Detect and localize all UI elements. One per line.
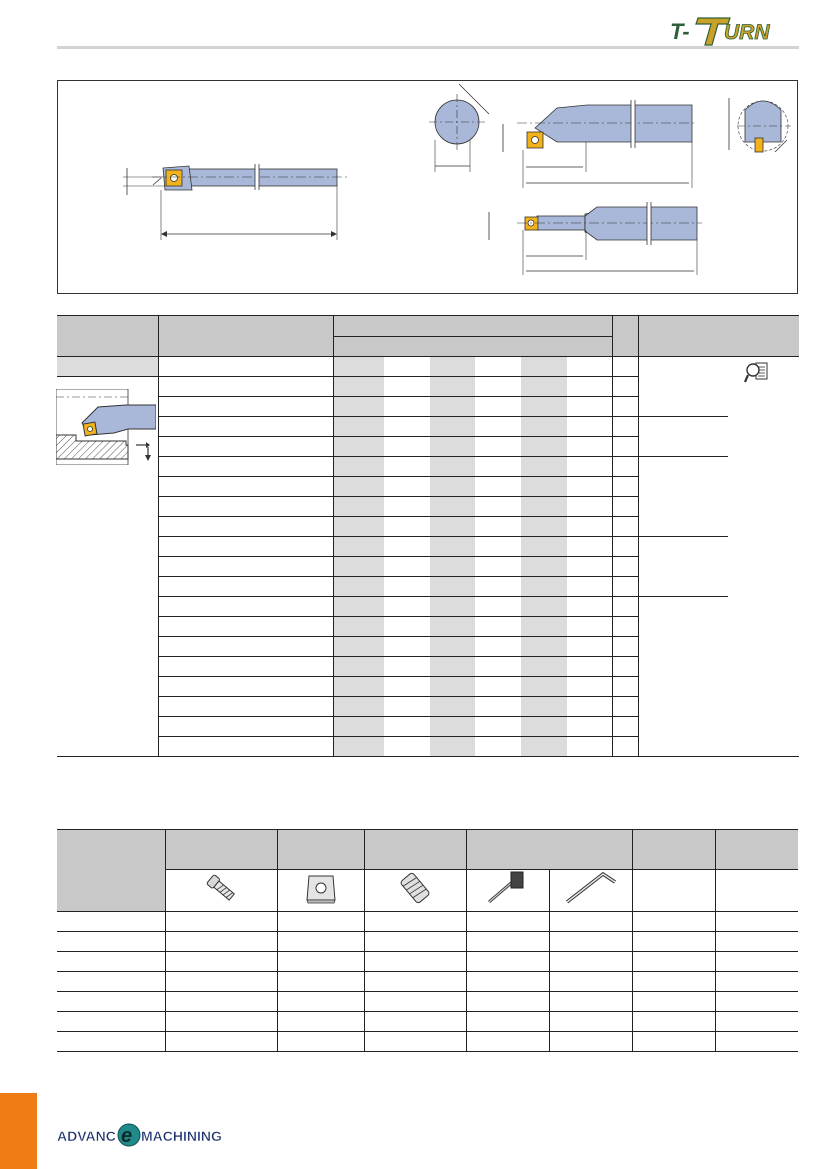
table-cell [549, 992, 632, 1012]
clamp-screw-icon [201, 870, 241, 906]
table-cell [430, 457, 475, 477]
end-view-flat [729, 98, 791, 152]
magnifier-document-icon[interactable] [744, 361, 770, 385]
parts-image-cell [466, 870, 549, 912]
table-cell [567, 697, 612, 717]
table-cell [466, 1032, 549, 1052]
table-cell [333, 677, 384, 697]
table-cell [475, 697, 521, 717]
table-cell [364, 972, 466, 992]
table-cell [549, 952, 632, 972]
table-cell [158, 377, 333, 397]
table-cell [475, 517, 521, 537]
table-cell [475, 477, 521, 497]
table-cell [475, 677, 521, 697]
table-cell [475, 497, 521, 517]
table-cell [567, 557, 612, 577]
table-cell [333, 617, 384, 637]
table-cell [612, 357, 638, 377]
table-cell [715, 932, 798, 952]
allen-key-icon [563, 870, 619, 906]
header-cell [715, 830, 798, 870]
table-cell [521, 437, 567, 457]
table-cell [158, 457, 333, 477]
table-cell [475, 377, 521, 397]
spec-icon-cell [728, 357, 799, 757]
table-cell [521, 597, 567, 617]
table-cell [612, 597, 638, 617]
table-cell [475, 597, 521, 617]
table-cell [475, 557, 521, 577]
table-cell [567, 517, 612, 537]
table-cell [638, 417, 728, 457]
table-cell [158, 597, 333, 617]
svg-text:e: e [121, 1125, 133, 1147]
table-cell [475, 437, 521, 457]
table-cell [638, 457, 728, 537]
table-cell [384, 357, 430, 377]
table-cell [333, 537, 384, 557]
table-cell [632, 870, 715, 912]
table-cell [632, 952, 715, 972]
table-cell [567, 397, 612, 417]
table-cell [638, 357, 728, 417]
svg-text:ADVANC: ADVANC [57, 1128, 116, 1144]
table-cell [158, 617, 333, 637]
table-cell [567, 437, 612, 457]
table-cell [158, 697, 333, 717]
spare-parts-table [57, 829, 798, 1052]
table-cell [57, 1032, 165, 1052]
svg-text:MACHINING: MACHINING [141, 1128, 222, 1144]
table-cell [466, 952, 549, 972]
table-cell [612, 677, 638, 697]
table-cell [430, 517, 475, 537]
table-cell [430, 577, 475, 597]
table-cell [612, 417, 638, 437]
table-cell [430, 657, 475, 677]
table-cell [384, 497, 430, 517]
table-cell [158, 657, 333, 677]
table-cell [567, 457, 612, 477]
table-cell [612, 377, 638, 397]
table-cell [632, 1012, 715, 1032]
table-cell [384, 637, 430, 657]
table-cell [521, 717, 567, 737]
table-cell [430, 497, 475, 517]
table-cell [158, 417, 333, 437]
table-cell [384, 617, 430, 637]
table-cell [158, 557, 333, 577]
parts-image-cell [364, 870, 466, 912]
table-cell [521, 537, 567, 557]
parts-image-cell [165, 870, 277, 912]
technical-drawing [57, 80, 798, 294]
table-cell [567, 537, 612, 557]
table-cell [521, 477, 567, 497]
table-cell [521, 617, 567, 637]
table-cell [567, 477, 612, 497]
header-cell [277, 830, 364, 870]
table-cell [521, 417, 567, 437]
table-cell [466, 932, 549, 952]
table-cell [158, 717, 333, 737]
table-cell [57, 992, 165, 1012]
header-cell [333, 337, 612, 357]
table-cell [384, 717, 430, 737]
boring-bar-stepped [489, 202, 702, 275]
table-cell [632, 992, 715, 1012]
table-cell [715, 1032, 798, 1052]
table-cell [57, 1012, 165, 1032]
table-cell [521, 677, 567, 697]
header-cell [612, 316, 638, 357]
table-cell [333, 577, 384, 597]
table-cell [612, 537, 638, 557]
table-cell [567, 657, 612, 677]
table-cell [475, 357, 521, 377]
table-cell [521, 737, 567, 757]
table-cell [333, 557, 384, 577]
table-cell [612, 657, 638, 677]
table-cell [158, 677, 333, 697]
table-cell [384, 677, 430, 697]
table-cell [567, 577, 612, 597]
table-cell [430, 717, 475, 737]
table-cell [430, 477, 475, 497]
table-cell [466, 972, 549, 992]
table-cell [521, 657, 567, 677]
table-cell [632, 972, 715, 992]
table-cell [549, 972, 632, 992]
table-cell [364, 1012, 466, 1032]
header-cell [364, 830, 466, 870]
header-cell [165, 830, 277, 870]
table-cell [430, 737, 475, 757]
table-cell [567, 357, 612, 377]
table-cell [430, 697, 475, 717]
application-image-cell [57, 377, 158, 757]
table-cell [521, 497, 567, 517]
table-cell [521, 457, 567, 477]
svg-text:URN: URN [724, 21, 770, 44]
table-cell [549, 932, 632, 952]
page-accent-bar [0, 1093, 37, 1169]
table-cell [430, 377, 475, 397]
table-cell [384, 517, 430, 537]
table-cell [430, 637, 475, 657]
table-cell [384, 437, 430, 457]
table-cell [277, 972, 364, 992]
table-cell [333, 717, 384, 737]
table-cell [521, 397, 567, 417]
table-cell [612, 457, 638, 477]
table-cell [333, 657, 384, 677]
shim-plate-icon [301, 870, 341, 906]
table-cell [333, 437, 384, 457]
table-cell [277, 912, 364, 932]
table-cell [567, 377, 612, 397]
table-cell [567, 597, 612, 617]
table-cell [165, 992, 277, 1012]
table-cell [158, 397, 333, 417]
table-cell [364, 932, 466, 952]
table-cell [333, 497, 384, 517]
table-cell [475, 397, 521, 417]
table-cell [277, 1032, 364, 1052]
table-cell [277, 952, 364, 972]
table-cell [612, 617, 638, 637]
table-cell [384, 397, 430, 417]
table-cell [57, 932, 165, 952]
table-cell [158, 737, 333, 757]
table-cell [715, 992, 798, 1012]
table-cell [430, 597, 475, 617]
table-cell [638, 597, 728, 757]
table-cell [384, 597, 430, 617]
table-cell [165, 932, 277, 952]
table-cell [715, 870, 798, 912]
torx-key-icon [483, 870, 533, 906]
table-cell [384, 577, 430, 597]
table-cell [612, 577, 638, 597]
table-cell [475, 637, 521, 657]
table-cell [567, 637, 612, 657]
svg-text:T-: T- [670, 19, 690, 44]
table-cell [521, 377, 567, 397]
table-cell [430, 397, 475, 417]
table-cell [475, 417, 521, 437]
boring-bar-large [503, 100, 697, 188]
table-cell [158, 637, 333, 657]
table-cell [158, 357, 333, 377]
table-cell [165, 912, 277, 932]
table-cell [612, 697, 638, 717]
table-cell [612, 497, 638, 517]
table-cell [364, 992, 466, 1012]
table-cell [384, 477, 430, 497]
table-cell [333, 517, 384, 537]
table-cell [475, 537, 521, 557]
table-cell [384, 737, 430, 757]
table-cell [475, 717, 521, 737]
table-cell [549, 1012, 632, 1032]
table-cell [521, 637, 567, 657]
table-cell [521, 357, 567, 377]
table-cell [384, 537, 430, 557]
table-cell [475, 617, 521, 637]
table-cell [384, 697, 430, 717]
header-cell [638, 316, 799, 357]
header-rule [57, 46, 799, 49]
table-cell [430, 437, 475, 457]
shim-screw-icon [395, 870, 435, 906]
table-cell [521, 697, 567, 717]
table-cell [384, 377, 430, 397]
table-cell [158, 577, 333, 597]
table-cell [715, 912, 798, 932]
table-cell [57, 912, 165, 932]
t-turn-logo [668, 12, 803, 46]
table-cell [612, 717, 638, 737]
table-cell [612, 517, 638, 537]
table-cell [715, 952, 798, 972]
table-cell [632, 1032, 715, 1052]
table-cell [57, 952, 165, 972]
table-cell [277, 1012, 364, 1032]
table-cell [333, 417, 384, 437]
table-cell [632, 932, 715, 952]
advance-machining-logo [57, 1119, 227, 1153]
table-cell [384, 657, 430, 677]
table-cell [612, 637, 638, 657]
table-cell [549, 1032, 632, 1052]
table-cell [333, 737, 384, 757]
table-cell [466, 1012, 549, 1032]
table-cell [567, 617, 612, 637]
table-cell [466, 912, 549, 932]
table-cell [384, 457, 430, 477]
table-cell [333, 637, 384, 657]
table-cell [364, 1032, 466, 1052]
table-cell [333, 597, 384, 617]
table-cell [430, 537, 475, 557]
table-cell [333, 697, 384, 717]
table-cell [612, 397, 638, 417]
table-cell [158, 497, 333, 517]
table-cell [333, 477, 384, 497]
table-cell [430, 357, 475, 377]
table-cell [521, 557, 567, 577]
table-cell [567, 677, 612, 697]
table-cell [612, 477, 638, 497]
table-cell [632, 912, 715, 932]
header-cell [57, 830, 165, 912]
table-cell [475, 577, 521, 597]
table-cell [165, 952, 277, 972]
table-cell [158, 437, 333, 457]
table-cell [715, 972, 798, 992]
table-cell [384, 417, 430, 437]
table-cell [521, 577, 567, 597]
internal-turning-icon [56, 389, 156, 465]
header-cell [57, 316, 158, 357]
table-cell [277, 932, 364, 952]
table-cell [364, 912, 466, 932]
table-cell [57, 357, 158, 377]
table-cell [567, 717, 612, 737]
parts-image-cell [549, 870, 632, 912]
end-view-round [429, 84, 489, 172]
table-cell [430, 677, 475, 697]
table-cell [158, 517, 333, 537]
table-cell [384, 557, 430, 577]
main-spec-table [57, 315, 799, 757]
table-cell [165, 1012, 277, 1032]
table-cell [612, 557, 638, 577]
table-cell [466, 992, 549, 1012]
table-cell [333, 457, 384, 477]
table-cell [567, 497, 612, 517]
table-cell [612, 737, 638, 757]
header-cell [158, 316, 333, 357]
table-cell [549, 912, 632, 932]
table-cell [715, 1012, 798, 1032]
parts-image-cell [277, 870, 364, 912]
table-cell [165, 972, 277, 992]
table-cell [612, 437, 638, 457]
table-cell [364, 952, 466, 972]
table-cell [638, 537, 728, 597]
table-cell [475, 737, 521, 757]
table-cell [567, 417, 612, 437]
table-cell [57, 972, 165, 992]
table-cell [430, 417, 475, 437]
table-cell [158, 477, 333, 497]
table-cell [430, 617, 475, 637]
table-cell [158, 537, 333, 557]
boring-bar-left [123, 164, 347, 240]
table-cell [475, 457, 521, 477]
header-cell [466, 830, 632, 870]
table-cell [333, 397, 384, 417]
table-cell [521, 517, 567, 537]
header-cell [333, 316, 612, 337]
table-cell [165, 1032, 277, 1052]
header-cell [632, 830, 715, 870]
table-cell [567, 737, 612, 757]
table-cell [430, 557, 475, 577]
table-cell [475, 657, 521, 677]
table-cell [333, 377, 384, 397]
table-cell [333, 357, 384, 377]
table-cell [277, 992, 364, 1012]
